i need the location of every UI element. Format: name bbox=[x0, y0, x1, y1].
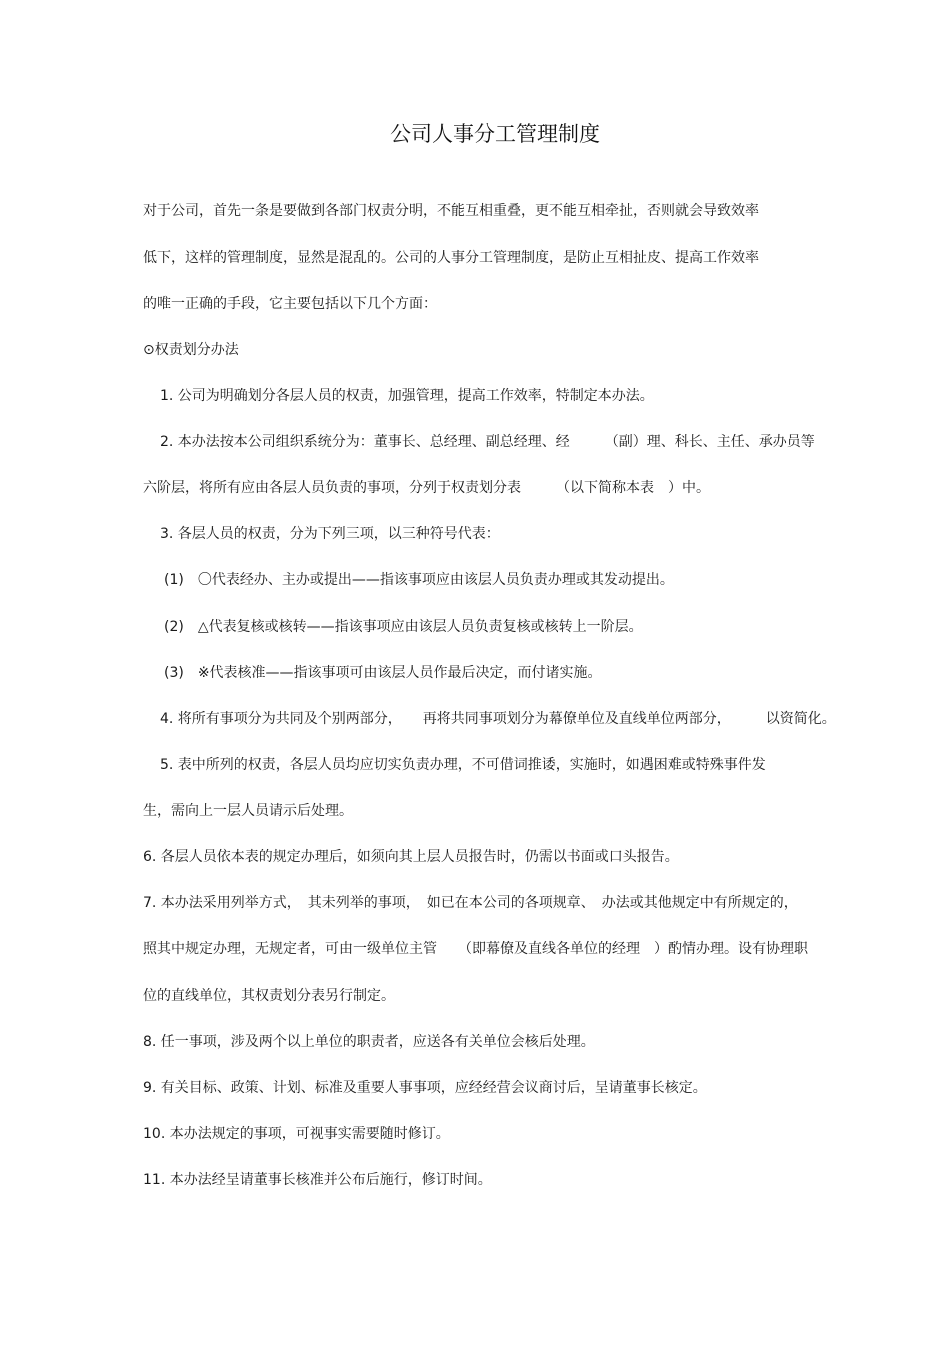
paragraph-line: 照其中规定办理，无规定者，可由一级单位主管 （即幕僚及直线各单位的经理 ）酌情办理。设有协理职 bbox=[143, 941, 808, 957]
list-item: 10. 本办法规定的事项，可视事实需要随时修订。 bbox=[143, 1126, 450, 1142]
sub-list-item: (3) ※代表核准——指该事项可由该层人员作最后决定，而付诸实施。 bbox=[164, 665, 602, 681]
sub-list-item: (1) 〇代表经办、主办或提出——指该事项应由该层人员负责办理或其发动提出。 bbox=[164, 572, 674, 588]
list-item: 6. 各层人员依本表的规定办理后，如须向其上层人员报告时，仍需以书面或口头报告。 bbox=[143, 849, 679, 865]
list-item: 9. 有关目标、政策、计划、标准及重要人事事项，应经经营会议商讨后，呈请董事长核定。 bbox=[143, 1080, 707, 1096]
list-item: 8. 任一事项，涉及两个以上单位的职责者，应送各有关单位会核后处理。 bbox=[143, 1034, 595, 1050]
list-item: 3. 各层人员的权责，分为下列三项，以三种符号代表： bbox=[160, 526, 500, 542]
paragraph-line: 位的直线单位，其权责划分表另行制定。 bbox=[143, 988, 395, 1004]
paragraph-line: 低下，这样的管理制度，显然是混乱的。公司的人事分工管理制度，是防止互相扯皮、提高工作效率 bbox=[143, 250, 759, 266]
section-heading: ⊙权责划分办法 bbox=[143, 342, 239, 358]
sub-list-item: (2) △代表复核或核转——指该事项应由该层人员负责复核或核转上一阶层。 bbox=[164, 619, 643, 635]
paragraph-line: 对于公司，首先一条是要做到各部门权责分明，不能互相重叠，更不能互相牵扯，否则就会导致效率 bbox=[143, 203, 759, 219]
list-item: 5. 表中所列的权责，各层人员均应切实负责办理，不可借词推诿，实施时，如遇困难或特殊事件发 bbox=[160, 757, 766, 773]
list-item: 7. 本办法采用列举方式， 其未列举的事项， 如已在本公司的各项规章、 办法或其他规定中有所规定的， bbox=[143, 895, 798, 911]
list-item: 2. 本办法按本公司组织系统分为：董事长、总经理、副总经理、经 （副）理、科长、主任、承办员等 bbox=[160, 434, 815, 450]
list-item: 4. 将所有事项分为共同及个别两部分， 再将共同事项划分为幕僚单位及直线单位两部分， 以资简化。 bbox=[160, 711, 836, 727]
paragraph-line: 六阶层，将所有应由各层人员负责的事项，分列于权责划分表 （以下简称本表 ）中。 bbox=[143, 480, 710, 496]
list-item: 11. 本办法经呈请董事长核准并公布后施行，修订时间。 bbox=[143, 1172, 492, 1188]
paragraph-line: 的唯一正确的手段，它主要包括以下几个方面： bbox=[143, 296, 437, 312]
list-item: 1. 公司为明确划分各层人员的权责，加强管理，提高工作效率，特制定本办法。 bbox=[160, 388, 654, 404]
paragraph-line: 生，需向上一层人员请示后处理。 bbox=[143, 803, 353, 819]
document-title: 公司人事分工管理制度 bbox=[390, 122, 600, 146]
